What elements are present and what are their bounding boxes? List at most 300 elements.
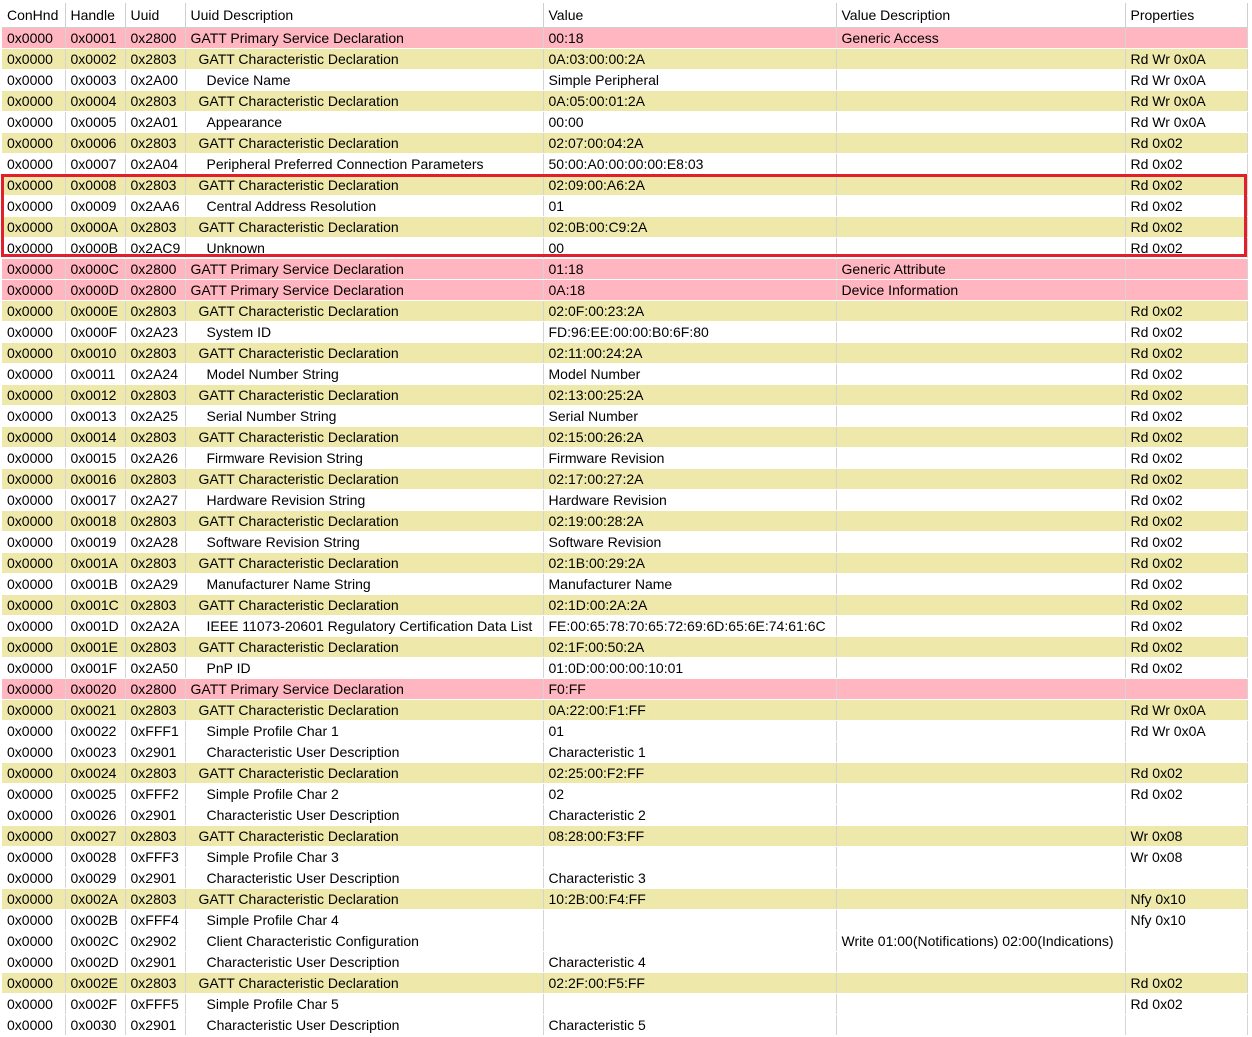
cell-handle-text: 0x001E xyxy=(70,639,118,655)
cell-value-description xyxy=(836,133,1125,154)
cell-value-text: FD:96:EE:00:00:B0:6F:80 xyxy=(548,324,709,340)
cell-value-description xyxy=(836,154,1125,175)
cell-handle xyxy=(65,574,125,595)
cell-handle-text: 0x0004 xyxy=(70,93,117,109)
cell-conhnd-text: 0x0000 xyxy=(7,933,53,949)
cell-conhnd xyxy=(2,385,65,406)
cell-uuid-description-text: Characteristic User Description xyxy=(206,744,400,760)
cell-handle xyxy=(65,721,125,742)
table-row[interactable] xyxy=(2,490,1247,511)
cell-uuid xyxy=(125,343,185,364)
cell-uuid-description xyxy=(185,532,543,553)
cell-properties xyxy=(1125,532,1247,553)
cell-uuid-description xyxy=(185,91,543,112)
cell-value xyxy=(543,364,836,385)
cell-uuid-description-text: GATT Characteristic Declaration xyxy=(198,93,399,109)
cell-value-description xyxy=(836,574,1125,595)
cell-value-text: 01:18 xyxy=(548,261,584,277)
cell-handle-text: 0x0013 xyxy=(70,408,117,424)
table-row[interactable] xyxy=(2,868,1247,889)
cell-handle xyxy=(65,91,125,112)
cell-uuid-description xyxy=(185,112,543,133)
cell-uuid-description xyxy=(185,910,543,931)
table-row[interactable] xyxy=(2,406,1247,427)
cell-conhnd-text: 0x0000 xyxy=(7,912,53,928)
cell-uuid-text: 0x2803 xyxy=(130,429,177,445)
cell-properties-text: Rd 0x02 xyxy=(1130,765,1183,781)
cell-value xyxy=(543,826,836,847)
cell-conhnd-text: 0x0000 xyxy=(7,324,53,340)
table-row[interactable] xyxy=(2,994,1247,1015)
cell-handle-text: 0x0003 xyxy=(70,72,117,88)
cell-conhnd-text: 0x0000 xyxy=(7,93,53,109)
cell-properties-text: Rd 0x02 xyxy=(1130,597,1183,613)
column-header-uuid[interactable]: Uuid xyxy=(125,3,185,28)
cell-properties xyxy=(1125,1015,1247,1036)
cell-uuid xyxy=(125,196,185,217)
cell-value xyxy=(543,427,836,448)
cell-properties xyxy=(1125,952,1247,973)
cell-properties-text: Rd Wr 0x0A xyxy=(1130,723,1206,739)
cell-value-description xyxy=(836,889,1125,910)
cell-handle-text: 0x000E xyxy=(70,303,118,319)
cell-uuid-text: 0xFFF4 xyxy=(130,912,179,928)
cell-uuid-description xyxy=(185,490,543,511)
cell-uuid-text: 0x2803 xyxy=(130,177,177,193)
cell-handle-text: 0x0029 xyxy=(70,870,117,886)
cell-conhnd-text: 0x0000 xyxy=(7,492,53,508)
cell-properties xyxy=(1125,784,1247,805)
column-header-properties[interactable]: Properties xyxy=(1125,3,1247,28)
cell-uuid-description-text: System ID xyxy=(206,324,272,340)
cell-value-description xyxy=(836,805,1125,826)
cell-value-description xyxy=(836,448,1125,469)
cell-properties xyxy=(1125,91,1247,112)
cell-conhnd xyxy=(2,658,65,679)
cell-uuid-text: 0x2803 xyxy=(130,51,177,67)
table-row[interactable] xyxy=(2,637,1247,658)
cell-uuid-description-text: Simple Profile Char 5 xyxy=(206,996,339,1012)
cell-uuid-description-text: GATT Primary Service Declaration xyxy=(190,30,404,46)
cell-conhnd-text: 0x0000 xyxy=(7,366,53,382)
cell-handle-text: 0x0024 xyxy=(70,765,117,781)
cell-value xyxy=(543,910,836,931)
cell-uuid xyxy=(125,700,185,721)
cell-conhnd-text: 0x0000 xyxy=(7,72,53,88)
table-row[interactable] xyxy=(2,595,1247,616)
cell-uuid-description-text: Characteristic User Description xyxy=(206,870,400,886)
cell-value xyxy=(543,973,836,994)
cell-value-text: 0A:03:00:00:2A xyxy=(548,51,646,67)
cell-properties xyxy=(1125,427,1247,448)
cell-handle xyxy=(65,742,125,763)
table-row[interactable] xyxy=(2,49,1247,70)
cell-value-description xyxy=(836,112,1125,133)
cell-conhnd xyxy=(2,679,65,700)
cell-value-description xyxy=(836,259,1125,280)
cell-value xyxy=(543,616,836,637)
cell-conhnd xyxy=(2,826,65,847)
cell-value xyxy=(543,679,836,700)
table-row[interactable] xyxy=(2,259,1247,280)
cell-value-description xyxy=(836,679,1125,700)
cell-handle-text: 0x0001 xyxy=(70,30,117,46)
cell-conhnd-text: 0x0000 xyxy=(7,471,53,487)
cell-uuid-description xyxy=(185,238,543,259)
cell-value-description-text: Generic Access xyxy=(841,30,939,46)
cell-value xyxy=(543,889,836,910)
cell-handle xyxy=(65,616,125,637)
cell-value-text: 10:2B:00:F4:FF xyxy=(548,891,646,907)
cell-uuid xyxy=(125,910,185,931)
column-header-value-description[interactable]: Value Description xyxy=(836,3,1125,28)
table-row[interactable] xyxy=(2,826,1247,847)
cell-uuid-text: 0x2803 xyxy=(130,93,177,109)
table-row[interactable] xyxy=(2,679,1247,700)
cell-uuid-description xyxy=(185,616,543,637)
table-row[interactable] xyxy=(2,721,1247,742)
cell-conhnd-text: 0x0000 xyxy=(7,135,53,151)
table-row[interactable] xyxy=(2,952,1247,973)
cell-handle xyxy=(65,322,125,343)
cell-value xyxy=(543,217,836,238)
cell-conhnd-text: 0x0000 xyxy=(7,408,53,424)
cell-uuid-description-text: GATT Characteristic Declaration xyxy=(198,303,399,319)
cell-handle xyxy=(65,826,125,847)
table-row[interactable] xyxy=(2,133,1247,154)
cell-handle-text: 0x0020 xyxy=(70,681,117,697)
cell-value xyxy=(543,70,836,91)
cell-properties xyxy=(1125,931,1247,952)
cell-conhnd-text: 0x0000 xyxy=(7,114,53,130)
cell-properties-text: Rd 0x02 xyxy=(1130,303,1183,319)
table-row[interactable] xyxy=(2,805,1247,826)
cell-properties-text: Rd 0x02 xyxy=(1130,975,1183,991)
cell-conhnd xyxy=(2,868,65,889)
cell-uuid-description xyxy=(185,469,543,490)
cell-properties-text: Rd Wr 0x0A xyxy=(1130,114,1206,130)
cell-value-text: 00:00 xyxy=(548,114,584,130)
cell-properties xyxy=(1125,868,1247,889)
cell-handle-text: 0x002F xyxy=(70,996,118,1012)
cell-uuid-description xyxy=(185,574,543,595)
table-row[interactable] xyxy=(2,154,1247,175)
cell-value-description xyxy=(836,28,1125,49)
cell-uuid-text: 0x2800 xyxy=(130,282,177,298)
cell-properties xyxy=(1125,385,1247,406)
cell-uuid-text: 0x2901 xyxy=(130,807,177,823)
cell-value xyxy=(543,238,836,259)
cell-handle xyxy=(65,133,125,154)
cell-value xyxy=(543,868,836,889)
table-row[interactable] xyxy=(2,511,1247,532)
cell-value-text: 02:09:00:A6:2A xyxy=(548,177,646,193)
cell-uuid xyxy=(125,679,185,700)
cell-properties-text: Rd 0x02 xyxy=(1130,408,1183,424)
cell-value-description xyxy=(836,385,1125,406)
cell-value xyxy=(543,658,836,679)
cell-uuid-description xyxy=(185,343,543,364)
cell-uuid xyxy=(125,805,185,826)
table-row[interactable] xyxy=(2,427,1247,448)
table-row[interactable] xyxy=(2,238,1247,259)
column-header-handle[interactable]: Handle xyxy=(65,3,125,28)
table-row[interactable] xyxy=(2,910,1247,931)
column-header-conhnd[interactable]: ConHnd xyxy=(2,3,65,28)
cell-uuid xyxy=(125,133,185,154)
cell-value xyxy=(543,343,836,364)
cell-value-text: 0A:22:00:F1:FF xyxy=(548,702,646,718)
cell-uuid-description xyxy=(185,217,543,238)
cell-value xyxy=(543,700,836,721)
cell-conhnd-text: 0x0000 xyxy=(7,240,53,256)
cell-uuid-text: 0x2803 xyxy=(130,639,177,655)
cell-handle xyxy=(65,658,125,679)
cell-handle-text: 0x000B xyxy=(70,240,118,256)
cell-uuid xyxy=(125,1015,185,1036)
cell-value-text: 02:0F:00:23:2A xyxy=(548,303,645,319)
cell-handle xyxy=(65,763,125,784)
cell-value-text: 02:1F:00:50:2A xyxy=(548,639,645,655)
table-row[interactable] xyxy=(2,616,1247,637)
cell-conhnd-text: 0x0000 xyxy=(7,345,53,361)
cell-value-description xyxy=(836,700,1125,721)
cell-conhnd xyxy=(2,721,65,742)
cell-uuid-text: 0x2AA6 xyxy=(130,198,180,214)
cell-properties-text: Rd 0x02 xyxy=(1130,240,1183,256)
table-row[interactable] xyxy=(2,847,1247,868)
cell-uuid xyxy=(125,763,185,784)
cell-uuid xyxy=(125,448,185,469)
cell-conhnd xyxy=(2,280,65,301)
table-row[interactable] xyxy=(2,364,1247,385)
cell-uuid-description xyxy=(185,364,543,385)
cell-uuid xyxy=(125,238,185,259)
cell-value-text: 50:00:A0:00:00:00:E8:03 xyxy=(548,156,704,172)
cell-uuid-description xyxy=(185,280,543,301)
cell-uuid-description xyxy=(185,994,543,1015)
cell-handle-text: 0x0014 xyxy=(70,429,117,445)
cell-uuid-description-text: Firmware Revision String xyxy=(206,450,363,466)
table-row[interactable] xyxy=(2,280,1247,301)
cell-conhnd xyxy=(2,616,65,637)
cell-uuid xyxy=(125,322,185,343)
table-row[interactable] xyxy=(2,784,1247,805)
cell-uuid-description-text: GATT Primary Service Declaration xyxy=(190,261,404,277)
cell-value xyxy=(543,805,836,826)
cell-value-description xyxy=(836,637,1125,658)
cell-handle xyxy=(65,784,125,805)
cell-handle xyxy=(65,448,125,469)
cell-uuid-text: 0x2803 xyxy=(130,471,177,487)
cell-uuid xyxy=(125,469,185,490)
table-row[interactable] xyxy=(2,763,1247,784)
cell-conhnd xyxy=(2,574,65,595)
table-row[interactable] xyxy=(2,973,1247,994)
cell-properties xyxy=(1125,490,1247,511)
cell-properties-text: Rd 0x02 xyxy=(1130,198,1183,214)
cell-value-description xyxy=(836,742,1125,763)
table-row[interactable] xyxy=(2,1015,1247,1036)
cell-handle-text: 0x001C xyxy=(70,597,119,613)
cell-uuid-description-text: Characteristic User Description xyxy=(206,954,400,970)
cell-value-description xyxy=(836,238,1125,259)
cell-properties xyxy=(1125,469,1247,490)
cell-value-text: FE:00:65:78:70:65:72:69:6D:65:6E:74:61:6C xyxy=(548,618,826,634)
table-row[interactable] xyxy=(2,175,1247,196)
cell-value-text: 02:19:00:28:2A xyxy=(548,513,644,529)
cell-uuid-description-text: GATT Characteristic Declaration xyxy=(198,177,399,193)
cell-handle-text: 0x002C xyxy=(70,933,119,949)
cell-properties xyxy=(1125,595,1247,616)
cell-value-text: 00 xyxy=(548,240,565,256)
cell-uuid-description xyxy=(185,805,543,826)
cell-properties xyxy=(1125,994,1247,1015)
cell-uuid xyxy=(125,931,185,952)
cell-properties-text: Rd 0x02 xyxy=(1130,450,1183,466)
table-row[interactable] xyxy=(2,532,1247,553)
cell-properties xyxy=(1125,406,1247,427)
column-header-value[interactable]: Value xyxy=(543,3,836,28)
cell-uuid xyxy=(125,175,185,196)
cell-conhnd-text: 0x0000 xyxy=(7,30,53,46)
cell-properties xyxy=(1125,721,1247,742)
cell-uuid-text: 0x2901 xyxy=(130,1017,177,1033)
cell-properties-text: Rd 0x02 xyxy=(1130,660,1183,676)
cell-conhnd xyxy=(2,112,65,133)
cell-uuid-description-text: GATT Characteristic Declaration xyxy=(198,345,399,361)
cell-conhnd-text: 0x0000 xyxy=(7,786,53,802)
cell-conhnd xyxy=(2,259,65,280)
cell-uuid-description-text: GATT Characteristic Declaration xyxy=(198,555,399,571)
cell-value-description xyxy=(836,763,1125,784)
cell-value-description xyxy=(836,511,1125,532)
cell-uuid-text: 0x2800 xyxy=(130,261,177,277)
cell-properties-text: Nfy 0x10 xyxy=(1130,912,1186,928)
table-row[interactable] xyxy=(2,574,1247,595)
table-row[interactable] xyxy=(2,343,1247,364)
table-row[interactable] xyxy=(2,301,1247,322)
cell-value-description xyxy=(836,952,1125,973)
cell-conhnd-text: 0x0000 xyxy=(7,702,53,718)
cell-value-text: 08:28:00:F3:FF xyxy=(548,828,645,844)
table-row[interactable] xyxy=(2,889,1247,910)
cell-conhnd xyxy=(2,805,65,826)
cell-properties xyxy=(1125,805,1247,826)
cell-properties-text: Rd 0x02 xyxy=(1130,618,1183,634)
cell-uuid-description xyxy=(185,70,543,91)
cell-uuid-text: 0x2803 xyxy=(130,555,177,571)
cell-properties-text: Wr 0x08 xyxy=(1130,828,1183,844)
cell-conhnd xyxy=(2,595,65,616)
table-row[interactable] xyxy=(2,553,1247,574)
table-row[interactable] xyxy=(2,28,1247,49)
cell-uuid xyxy=(125,994,185,1015)
cell-uuid-description xyxy=(185,889,543,910)
table-row[interactable] xyxy=(2,217,1247,238)
cell-uuid-text: 0x2A28 xyxy=(130,534,178,550)
table-row[interactable] xyxy=(2,931,1247,952)
cell-conhnd-text: 0x0000 xyxy=(7,597,53,613)
cell-value-text: 0A:18 xyxy=(548,282,586,298)
cell-conhnd-text: 0x0000 xyxy=(7,555,53,571)
table-row[interactable] xyxy=(2,700,1247,721)
cell-conhnd-text: 0x0000 xyxy=(7,198,53,214)
table-row[interactable] xyxy=(2,658,1247,679)
cell-properties-text: Rd 0x02 xyxy=(1130,513,1183,529)
cell-properties xyxy=(1125,889,1247,910)
cell-uuid-description-text: GATT Characteristic Declaration xyxy=(198,975,399,991)
cell-conhnd-text: 0x0000 xyxy=(7,975,53,991)
cell-value-text: Software Revision xyxy=(548,534,662,550)
column-header-uuid-description[interactable]: Uuid Description xyxy=(185,3,543,28)
table-row[interactable] xyxy=(2,112,1247,133)
cell-conhnd-text: 0x0000 xyxy=(7,282,53,298)
table-row[interactable] xyxy=(2,448,1247,469)
cell-uuid-text: 0x2800 xyxy=(130,681,177,697)
cell-value xyxy=(543,574,836,595)
cell-value xyxy=(543,763,836,784)
cell-handle-text: 0x0007 xyxy=(70,156,117,172)
cell-uuid xyxy=(125,91,185,112)
cell-value xyxy=(543,133,836,154)
cell-uuid-text: 0x2803 xyxy=(130,513,177,529)
cell-properties xyxy=(1125,616,1247,637)
cell-value xyxy=(543,742,836,763)
cell-handle-text: 0x0009 xyxy=(70,198,117,214)
cell-value xyxy=(543,196,836,217)
table-row[interactable] xyxy=(2,385,1247,406)
cell-properties xyxy=(1125,175,1247,196)
cell-value xyxy=(543,553,836,574)
cell-uuid-description-text: Appearance xyxy=(206,114,283,130)
cell-properties-text: Nfy 0x10 xyxy=(1130,891,1186,907)
cell-properties xyxy=(1125,679,1247,700)
cell-uuid-text: 0xFFF1 xyxy=(130,723,179,739)
cell-uuid-description-text: Simple Profile Char 4 xyxy=(206,912,339,928)
table-row[interactable] xyxy=(2,469,1247,490)
cell-value xyxy=(543,994,836,1015)
cell-value-text: 02:0B:00:C9:2A xyxy=(548,219,648,235)
cell-uuid-description xyxy=(185,595,543,616)
cell-value-description xyxy=(836,616,1125,637)
cell-value xyxy=(543,784,836,805)
cell-uuid xyxy=(125,784,185,805)
cell-properties xyxy=(1125,343,1247,364)
table-row[interactable] xyxy=(2,742,1247,763)
table-row[interactable] xyxy=(2,196,1247,217)
cell-conhnd xyxy=(2,364,65,385)
cell-uuid xyxy=(125,385,185,406)
table-row[interactable] xyxy=(2,91,1247,112)
cell-properties-text: Rd 0x02 xyxy=(1130,576,1183,592)
cell-value xyxy=(543,49,836,70)
cell-handle xyxy=(65,994,125,1015)
cell-conhnd-text: 0x0000 xyxy=(7,807,53,823)
cell-conhnd-text: 0x0000 xyxy=(7,744,53,760)
cell-handle-text: 0x0023 xyxy=(70,744,117,760)
cell-uuid-description xyxy=(185,553,543,574)
cell-handle xyxy=(65,112,125,133)
cell-uuid-description xyxy=(185,763,543,784)
table-row[interactable] xyxy=(2,70,1247,91)
cell-value-description xyxy=(836,553,1125,574)
cell-uuid-text: 0x2A24 xyxy=(130,366,178,382)
table-row[interactable] xyxy=(2,322,1247,343)
cell-properties xyxy=(1125,364,1247,385)
cell-conhnd xyxy=(2,28,65,49)
cell-value-text: Characteristic 5 xyxy=(548,1017,646,1033)
